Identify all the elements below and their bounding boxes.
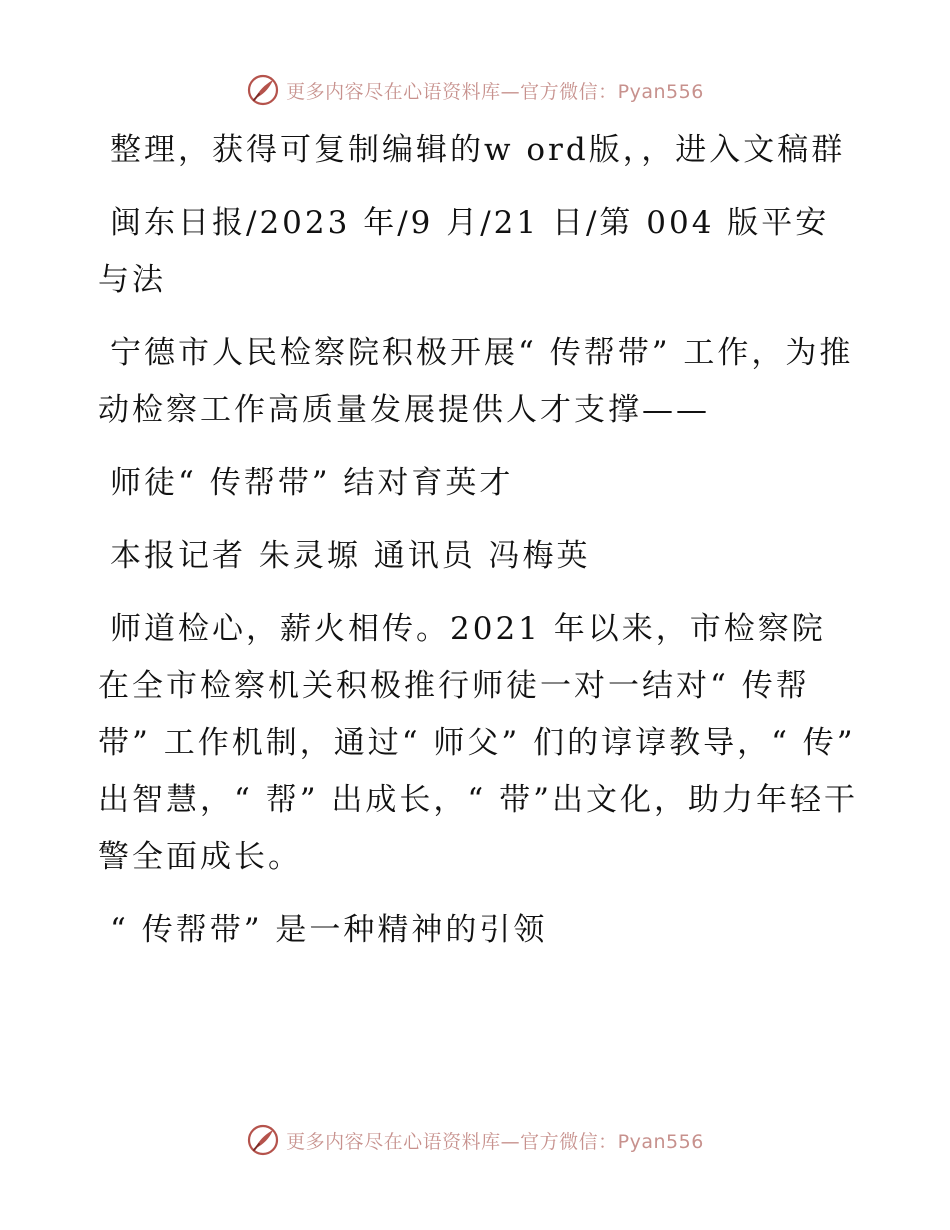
paragraph-headline: 师徒“ 传帮带” 结对育英才 (110, 465, 514, 501)
footer-watermark (0, 1120, 950, 1160)
watermark-text: 更多内容尽在心语资料库—官方微信：Pyan556 (286, 80, 704, 103)
document-body (98, 122, 858, 959)
paragraph-intro-note: 整理，获得可复制编辑的w ord版，，进入文稿群 (110, 132, 846, 168)
watermark-inner (246, 1123, 704, 1157)
quill-pen-logo-icon (246, 73, 280, 107)
watermark-text: 更多内容尽在心语资料库—官方微信：Pyan556 (286, 1130, 704, 1153)
header-watermark (0, 70, 950, 110)
paragraph-byline: 本报记者 朱灵塬 通讯员 冯梅英 (110, 538, 591, 574)
paragraph-source-line: 闽东日报/2023 年/9 月/21 日/第 004 版平安与法 (98, 205, 830, 298)
paragraph-body-lead: 师道检心，薪火相传。2021 年以来，市检察院在全市检察机关积极推行师徒一对一结对“ 传帮带” 工作机制，通过“ 师父” 们的谆谆教导，“ 传” 出智慧，“ 帮” 出成长，“ 带”出文化，助力年轻干警全面成长。 (98, 611, 858, 875)
quill-pen-logo-icon (246, 1123, 280, 1157)
paragraph-headline-kicker: 宁德市人民检察院积极开展“ 传帮带” 工作，为推动检察工作高质量发展提供人才支撑—— (98, 335, 854, 428)
paragraph-subheading: “ 传帮带” 是一种精神的引领 (110, 912, 548, 948)
watermark-inner (246, 73, 704, 107)
